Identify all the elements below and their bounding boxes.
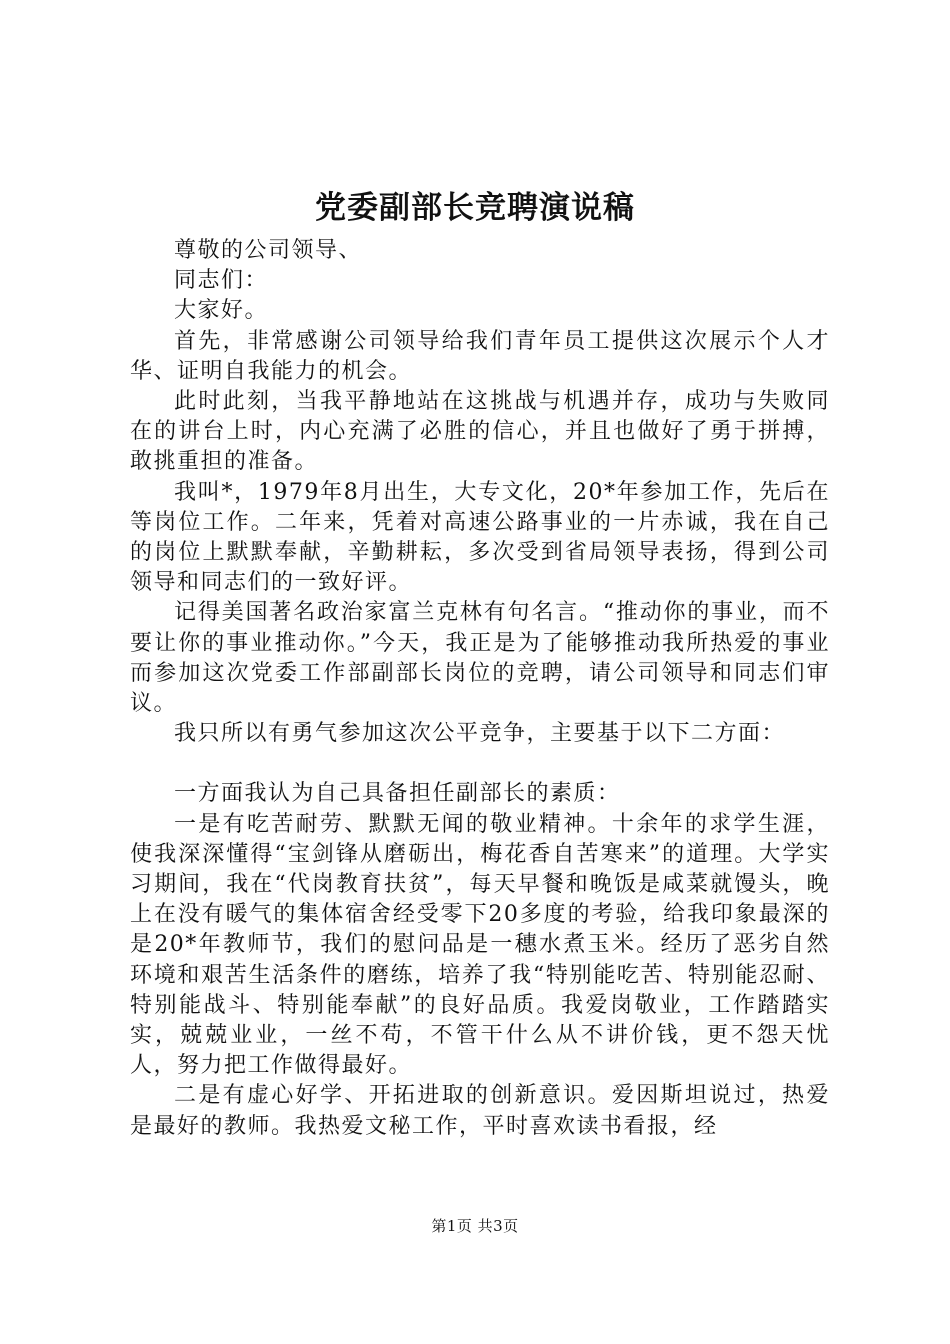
body-paragraph: 记得美国著名政治家富兰克林有句名言。“推动你的事业，而不要让你的事业推动你。”今天，我正是为了能够推动我所热爱的事业而参加这次党委工作部副部长岗位的竞聘，请公司领导和同志们审议。 [130,600,830,717]
salutation-line: 同志们： [174,268,269,294]
body-paragraph: 首先，非常感谢公司领导给我们青年员工提供这次展示个人才华、证明自我能力的机会。 [130,328,830,384]
document-body [130,236,830,1142]
body-paragraph: 二是有虚心好学、开拓进取的创新意识。爱因斯坦说过，热爱是最好的教师。我热爱文秘工作，平时喜欢读书看报，经 [130,1083,830,1139]
body-paragraph: 我只所以有勇气参加这次公平竞争，主要基于以下二方面： [174,721,786,747]
body-paragraph: 此时此刻，当我平静地站在这挑战与机遇并存，成功与失败同在的讲台上时，内心充满了必胜的信心，并且也做好了勇于拼搏，敢挑重担的准备。 [130,389,830,475]
salutation-line: 尊敬的公司领导、 [174,238,363,263]
body-paragraph: 一是有吃苦耐劳、默默无闻的敬业精神。十余年的求学生涯，使我深深懂得“宝剑锋从磨砺出，梅花香自苦寒来”的道理。大学实习期间，我在“代岗教育扶贫”，每天早餐和晚饭是咸菜就馒头，晚上在没有暖气的集体宿舍经受零下20多度的考验，给我印象最深的是20*年教师节，我们的慰问品是一穗水煮玉米。经历了恶劣自然环境和艰苦生活条件的磨练，培养了我“特别能吃苦、特别能忍耐、特别能战斗、特别能奉献”的良好品质。我爱岗敬业，工作踏踏实实，兢兢业业，一丝不苟，不管干什么从不讲价钱，更不怨天忧人，努力把工作做得最好。 [130,811,830,1079]
greeting-line: 大家好。 [174,298,269,324]
document-title: 党委副部长竞聘演说稿 [315,190,635,226]
body-paragraph: 我叫*，1979年8月出生，大专文化，20*年参加工作，先后在等岗位工作。二年来，凭着对高速公路事业的一片赤诚，我在自己的岗位上默默奉献，辛勤耕耘，多次受到省局领导表扬，得到公司领导和同志们的一致好评。 [130,479,830,596]
section-heading: 一方面我认为自己具备担任副部长的素质： [174,781,621,807]
page-footer: 第1页 共3页 [431,1217,519,1235]
